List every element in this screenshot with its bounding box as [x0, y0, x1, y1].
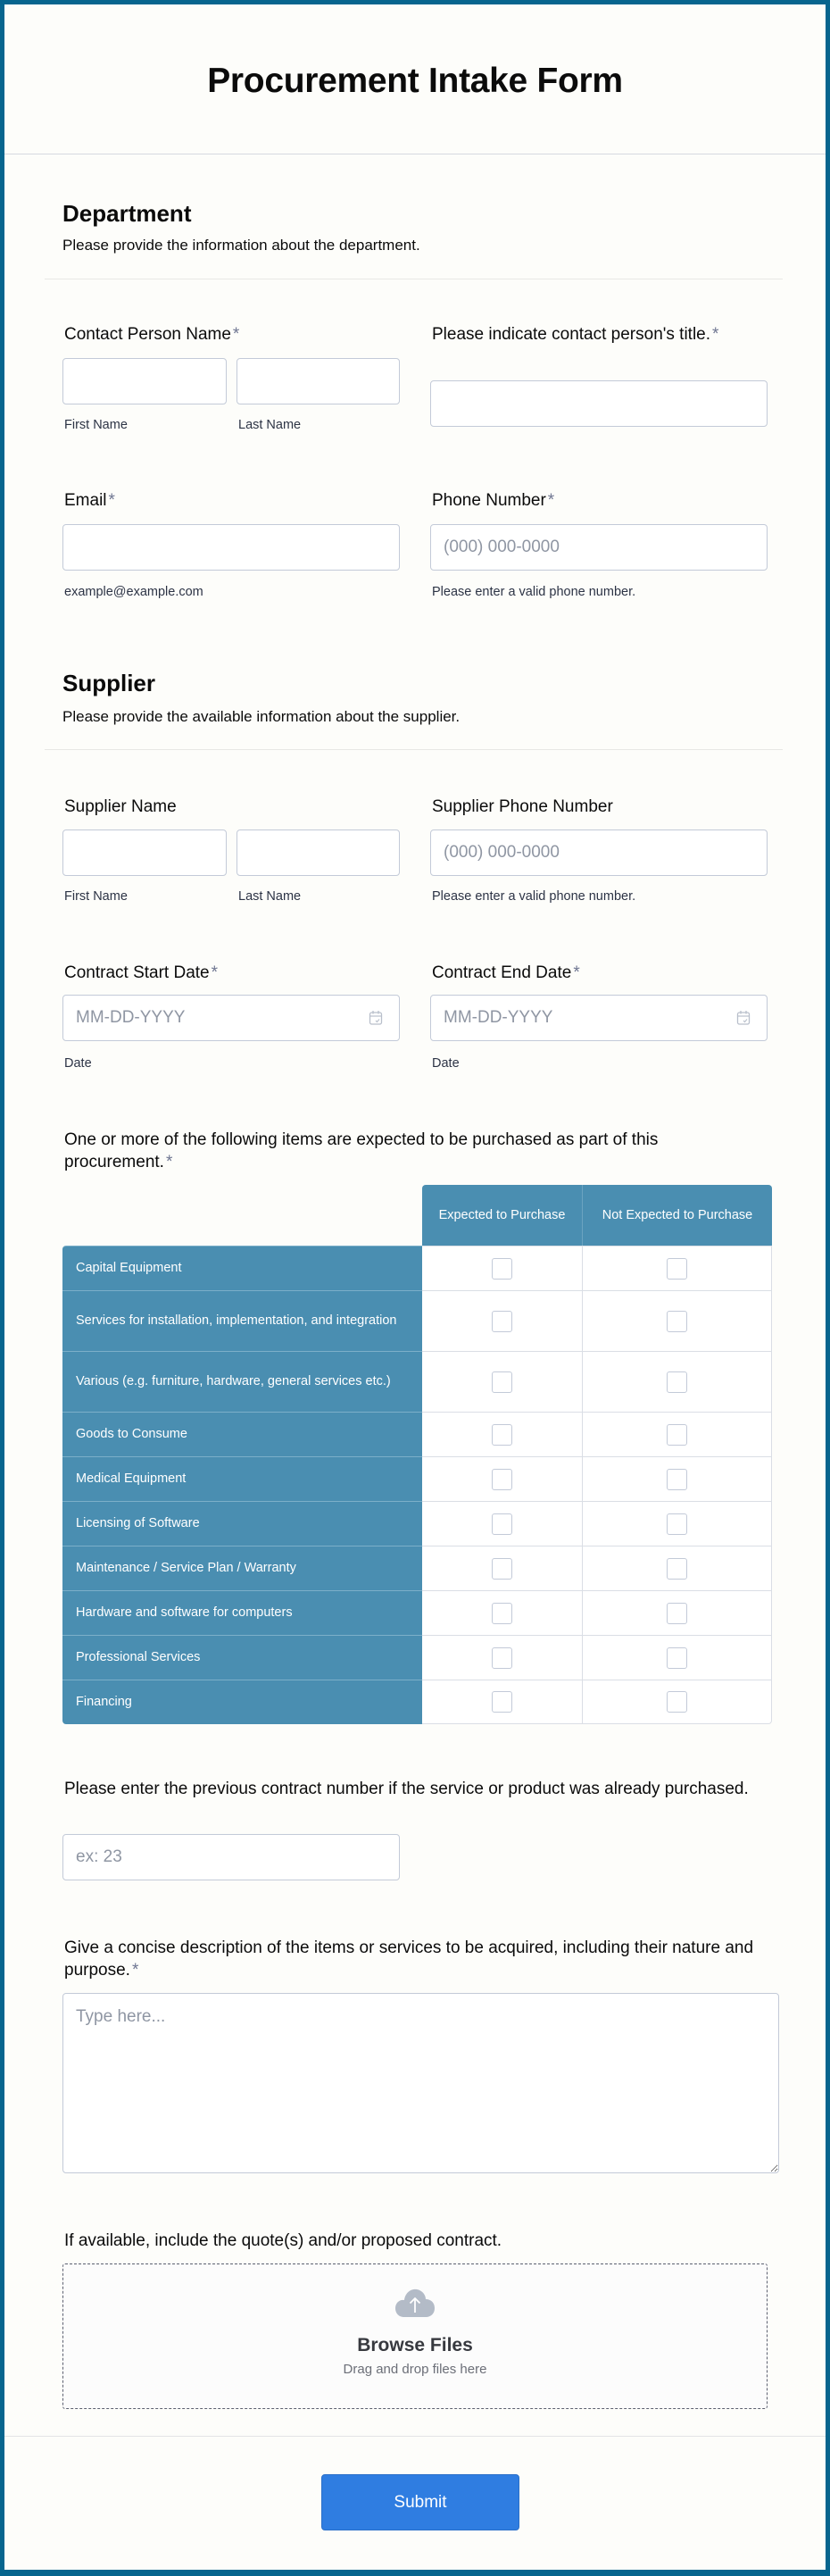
matrix-question-label: One or more of the following items are expected to be purchased as part of this procurement. *: [64, 1130, 659, 1171]
contract-start-date-input[interactable]: [62, 995, 400, 1041]
supplier-first-name-sublabel: First Name: [64, 889, 128, 904]
required-marker: *: [232, 325, 240, 344]
expected-checkbox[interactable]: [492, 1558, 512, 1580]
not-expected-checkbox[interactable]: [667, 1647, 687, 1669]
description-label: Give a concise description of the items or services to be acquired, including their nature and purpose. *: [64, 1938, 754, 1980]
footer-divider: [4, 2436, 826, 2437]
matrix-row: [62, 1412, 772, 1456]
matrix-cell-not-expected: [583, 1351, 772, 1412]
supplier-name-label: Supplier Name: [64, 797, 177, 816]
matrix-row-label: Services for installation, implementation, and integration: [62, 1290, 422, 1351]
matrix-cell-not-expected: [583, 1635, 772, 1680]
contact-last-name-input[interactable]: [237, 358, 400, 404]
not-expected-checkbox[interactable]: [667, 1691, 687, 1713]
matrix-column-expected: Expected to Purchase: [422, 1185, 583, 1246]
matrix-cell-expected: [422, 1290, 583, 1351]
email-label: Email *: [64, 491, 115, 510]
phone-sublabel: Please enter a valid phone number.: [432, 585, 636, 599]
expected-checkbox[interactable]: [492, 1603, 512, 1624]
not-expected-checkbox[interactable]: [667, 1258, 687, 1280]
required-marker: *: [108, 491, 115, 510]
matrix-cell-not-expected: [583, 1680, 772, 1724]
supplier-last-name-sublabel: Last Name: [238, 889, 302, 904]
matrix-row-label: Medical Equipment: [62, 1456, 422, 1501]
phone-label: Phone Number *: [432, 491, 555, 510]
not-expected-checkbox[interactable]: [667, 1469, 687, 1490]
matrix-corner: [62, 1185, 422, 1246]
browse-files-button[interactable]: Browse Files: [357, 2335, 473, 2355]
matrix-cell-not-expected: [583, 1501, 772, 1546]
end-date-sublabel: Date: [432, 1056, 460, 1071]
calendar-icon[interactable]: [369, 1010, 383, 1030]
contact-title-label: Please indicate contact person's title. *: [432, 325, 719, 344]
matrix-row-label: Licensing of Software: [62, 1501, 422, 1546]
matrix-row: [62, 1501, 772, 1546]
expected-checkbox[interactable]: [492, 1513, 512, 1535]
matrix-row: [62, 1246, 772, 1290]
contact-first-name-input[interactable]: [62, 358, 227, 404]
not-expected-checkbox[interactable]: [667, 1513, 687, 1535]
matrix-cell-not-expected: [583, 1546, 772, 1590]
supplier-heading: Supplier: [62, 670, 156, 696]
matrix-row-label: Hardware and software for computers: [62, 1590, 422, 1635]
form-container: [4, 4, 826, 2570]
matrix-cell-expected: [422, 1546, 583, 1590]
supplier-phone-sublabel: Please enter a valid phone number.: [432, 889, 636, 904]
start-date-sublabel: Date: [64, 1056, 92, 1071]
file-upload-dropzone[interactable]: [62, 2263, 768, 2409]
phone-input[interactable]: [430, 524, 768, 571]
last-name-sublabel: Last Name: [238, 418, 302, 432]
first-name-sublabel: First Name: [64, 418, 128, 432]
matrix-row: [62, 1290, 772, 1351]
supplier-divider: [45, 749, 783, 750]
required-marker: *: [573, 963, 580, 982]
matrix-row-label: Various (e.g. furniture, hardware, general services etc.): [62, 1351, 422, 1412]
expected-checkbox[interactable]: [492, 1311, 512, 1332]
supplier-phone-label: Supplier Phone Number: [432, 797, 613, 816]
matrix-row: [62, 1680, 772, 1724]
matrix-row: [62, 1635, 772, 1680]
not-expected-checkbox[interactable]: [667, 1603, 687, 1624]
expected-checkbox[interactable]: [492, 1371, 512, 1393]
matrix-cell-not-expected: [583, 1412, 772, 1456]
expected-checkbox[interactable]: [492, 1691, 512, 1713]
supplier-last-name-input[interactable]: [237, 829, 400, 876]
matrix-cell-not-expected: [583, 1456, 772, 1501]
upload-label: If available, include the quote(s) and/or proposed contract.: [64, 2231, 502, 2250]
matrix-row: [62, 1351, 772, 1412]
matrix-row: [62, 1456, 772, 1501]
matrix-cell-not-expected: [583, 1590, 772, 1635]
required-marker: *: [165, 1153, 173, 1171]
matrix-cell-not-expected: [583, 1246, 772, 1290]
department-description: Please provide the information about the department.: [62, 237, 420, 254]
expected-checkbox[interactable]: [492, 1469, 512, 1490]
drag-drop-hint: Drag and drop files here: [343, 2362, 487, 2377]
not-expected-checkbox[interactable]: [667, 1424, 687, 1446]
matrix-row-label: Capital Equipment: [62, 1246, 422, 1290]
matrix-cell-expected: [422, 1351, 583, 1412]
matrix-row-label: Goods to Consume: [62, 1412, 422, 1456]
expected-checkbox[interactable]: [492, 1424, 512, 1446]
calendar-icon[interactable]: [736, 1010, 751, 1030]
department-heading: Department: [62, 200, 192, 227]
contract-end-date-input[interactable]: [430, 995, 768, 1041]
purchase-items-matrix: [62, 1185, 772, 1724]
expected-checkbox[interactable]: [492, 1647, 512, 1669]
not-expected-checkbox[interactable]: [667, 1311, 687, 1332]
matrix-column-not-expected: Not Expected to Purchase: [583, 1185, 772, 1246]
supplier-first-name-input[interactable]: [62, 829, 227, 876]
supplier-phone-input[interactable]: [430, 829, 768, 876]
submit-button[interactable]: Submit: [321, 2474, 519, 2530]
matrix-cell-expected: [422, 1412, 583, 1456]
required-marker: *: [712, 325, 719, 344]
description-textarea[interactable]: [62, 1993, 779, 2173]
not-expected-checkbox[interactable]: [667, 1371, 687, 1393]
matrix-cell-expected: [422, 1590, 583, 1635]
matrix-cell-expected: [422, 1456, 583, 1501]
supplier-description: Please provide the available information about the supplier.: [62, 708, 461, 725]
matrix-cell-expected: [422, 1635, 583, 1680]
matrix-row: [62, 1546, 772, 1590]
cloud-upload-icon: [63, 2288, 767, 2322]
required-marker: *: [131, 1961, 139, 1980]
matrix-cell-expected: [422, 1680, 583, 1724]
matrix-table: [62, 1185, 772, 1724]
required-marker: *: [547, 491, 555, 510]
email-sublabel: example@example.com: [64, 585, 203, 599]
previous-contract-label: Please enter the previous contract number if the service or product was already purchased.: [64, 1780, 749, 1798]
matrix-row-label: Professional Services: [62, 1635, 422, 1680]
previous-contract-input[interactable]: [62, 1834, 400, 1880]
contract-end-date-label: Contract End Date *: [432, 963, 580, 982]
matrix-row-label: Financing: [62, 1680, 422, 1724]
required-marker: *: [211, 963, 219, 982]
email-input[interactable]: [62, 524, 400, 571]
matrix-row-label: Maintenance / Service Plan / Warranty: [62, 1546, 422, 1590]
matrix-cell-expected: [422, 1501, 583, 1546]
matrix-cell-not-expected: [583, 1290, 772, 1351]
expected-checkbox[interactable]: [492, 1258, 512, 1280]
contact-title-input[interactable]: [430, 380, 768, 427]
contact-name-label: Contact Person Name *: [64, 325, 240, 344]
contract-start-date-label: Contract Start Date *: [64, 963, 219, 982]
matrix-row: [62, 1590, 772, 1635]
form-title: Procurement Intake Form: [207, 62, 623, 100]
matrix-cell-expected: [422, 1246, 583, 1290]
not-expected-checkbox[interactable]: [667, 1558, 687, 1580]
